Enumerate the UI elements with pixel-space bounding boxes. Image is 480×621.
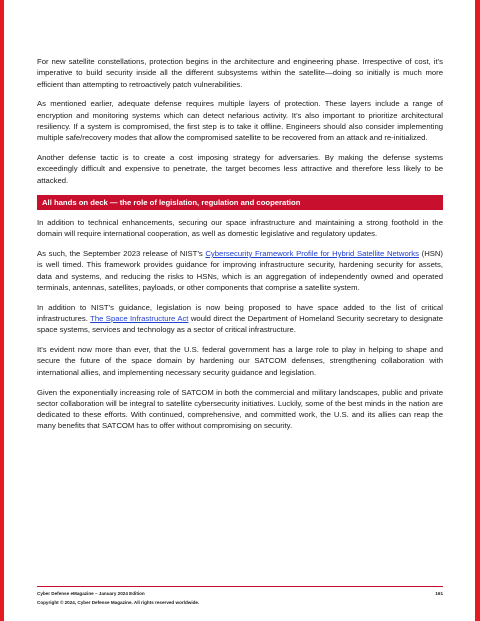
nist-text-after: (HSN) is well timed. This framework provides guidance for improving infrastructure security, hardening security for assets, data and systems, and reducing the risks to HSNs, which is an aggregation of independently owned and operated terminals, antennas, satellites, payloads, or other components that comprise a satellite system. — [37, 249, 443, 292]
page-number: 161 — [435, 591, 443, 596]
page-footer — [37, 586, 443, 606]
act-text-after: would direct the Department of Homeland Security secretary to designate space systems, services and technology as a sector of critical infrastructure. — [37, 314, 444, 335]
nist-text-before: As such, the September 2023 release of NIST’s — [37, 249, 206, 259]
paragraph-federal-role: It's evident now more than ever, that the U.S. federal government has a large role to play in helping to shape and secure the future of the space domain by hardening our SATCOM defenses, strengthening collaboration with international allies, and implementing necessary security guidance and legislation. — [37, 345, 443, 377]
right-edge-bar — [475, 0, 480, 621]
copyright-notice: Copyright © 2024, Cyber Defense Magazine. All rights reserved worldwide. — [37, 600, 200, 605]
paragraph-new-constellations: For new satellite constellations, protection begins in the architecture and engineering phase. Irrespective of cost, it’s imperative to build security inside all the different subsystems within the satellite—doing so initially is much more efficient than attempting to retroactively patch vulnerabilities. — [37, 57, 443, 89]
section-heading: All hands on deck — the role of legislation, regulation and cooperation — [37, 195, 443, 210]
space-infrastructure-act-link[interactable]: The Space Infrastructure Act — [90, 314, 189, 324]
act-text-before: In addition to NIST’s guidance, legislation is now being proposed to have space added to the list of critical infrastructures. — [37, 302, 443, 324]
paragraph-layers-of-protection: As mentioned earlier, adequate defense requires multiple layers of protection. These layers include a range of encryption and monitoring systems which can detect nefarious activity. It’s also important to prioritize architectural resiliency. If a system is compromised, the first step is to take it offline. Engineers should also consider implementing multiple safe/recovery modes that allow the compromised satellite to be recovered from an attack and re-initialized. — [37, 99, 443, 143]
paragraph-cost-imposing-strategy: Another defense tactic is to create a cost imposing strategy for adversaries. By making the defense systems exceedingly difficult and expensive to penetrate, the target becomes less attractive and therefore less likely to be attacked. — [37, 153, 443, 185]
footer-row — [37, 590, 443, 597]
paragraph-space-infrastructure-act — [37, 302, 443, 336]
left-edge-bar — [0, 0, 4, 621]
paragraph-cooperation: In addition to technical enhancements, securing our space infrastructure and maintaining a strong foothold in the domain will require international cooperation, as well as domestic legislative and regulatory updates. — [37, 217, 443, 239]
article-body — [37, 56, 443, 440]
nist-framework-link[interactable]: Cybersecurity Framework Profile for Hybrid Satellite Networks — [205, 249, 419, 259]
paragraph-collaboration: Given the exponentially increasing role of SATCOM in both the commercial and military landscapes, public and private sector collaboration will be integral to satellite cybersecurity initiatives. Luckily, some of the best minds in the nation are dedicated to these efforts. With continued, comprehensive, and committed work, the U.S. and its allies can reap the many benefits that SATCOM has to offer without compromising on security. — [37, 387, 443, 431]
footer-rule — [37, 586, 443, 587]
paragraph-nist-framework — [37, 248, 443, 293]
edition-label: Cyber Defense eMagazine – January 2024 Edition — [37, 591, 145, 596]
